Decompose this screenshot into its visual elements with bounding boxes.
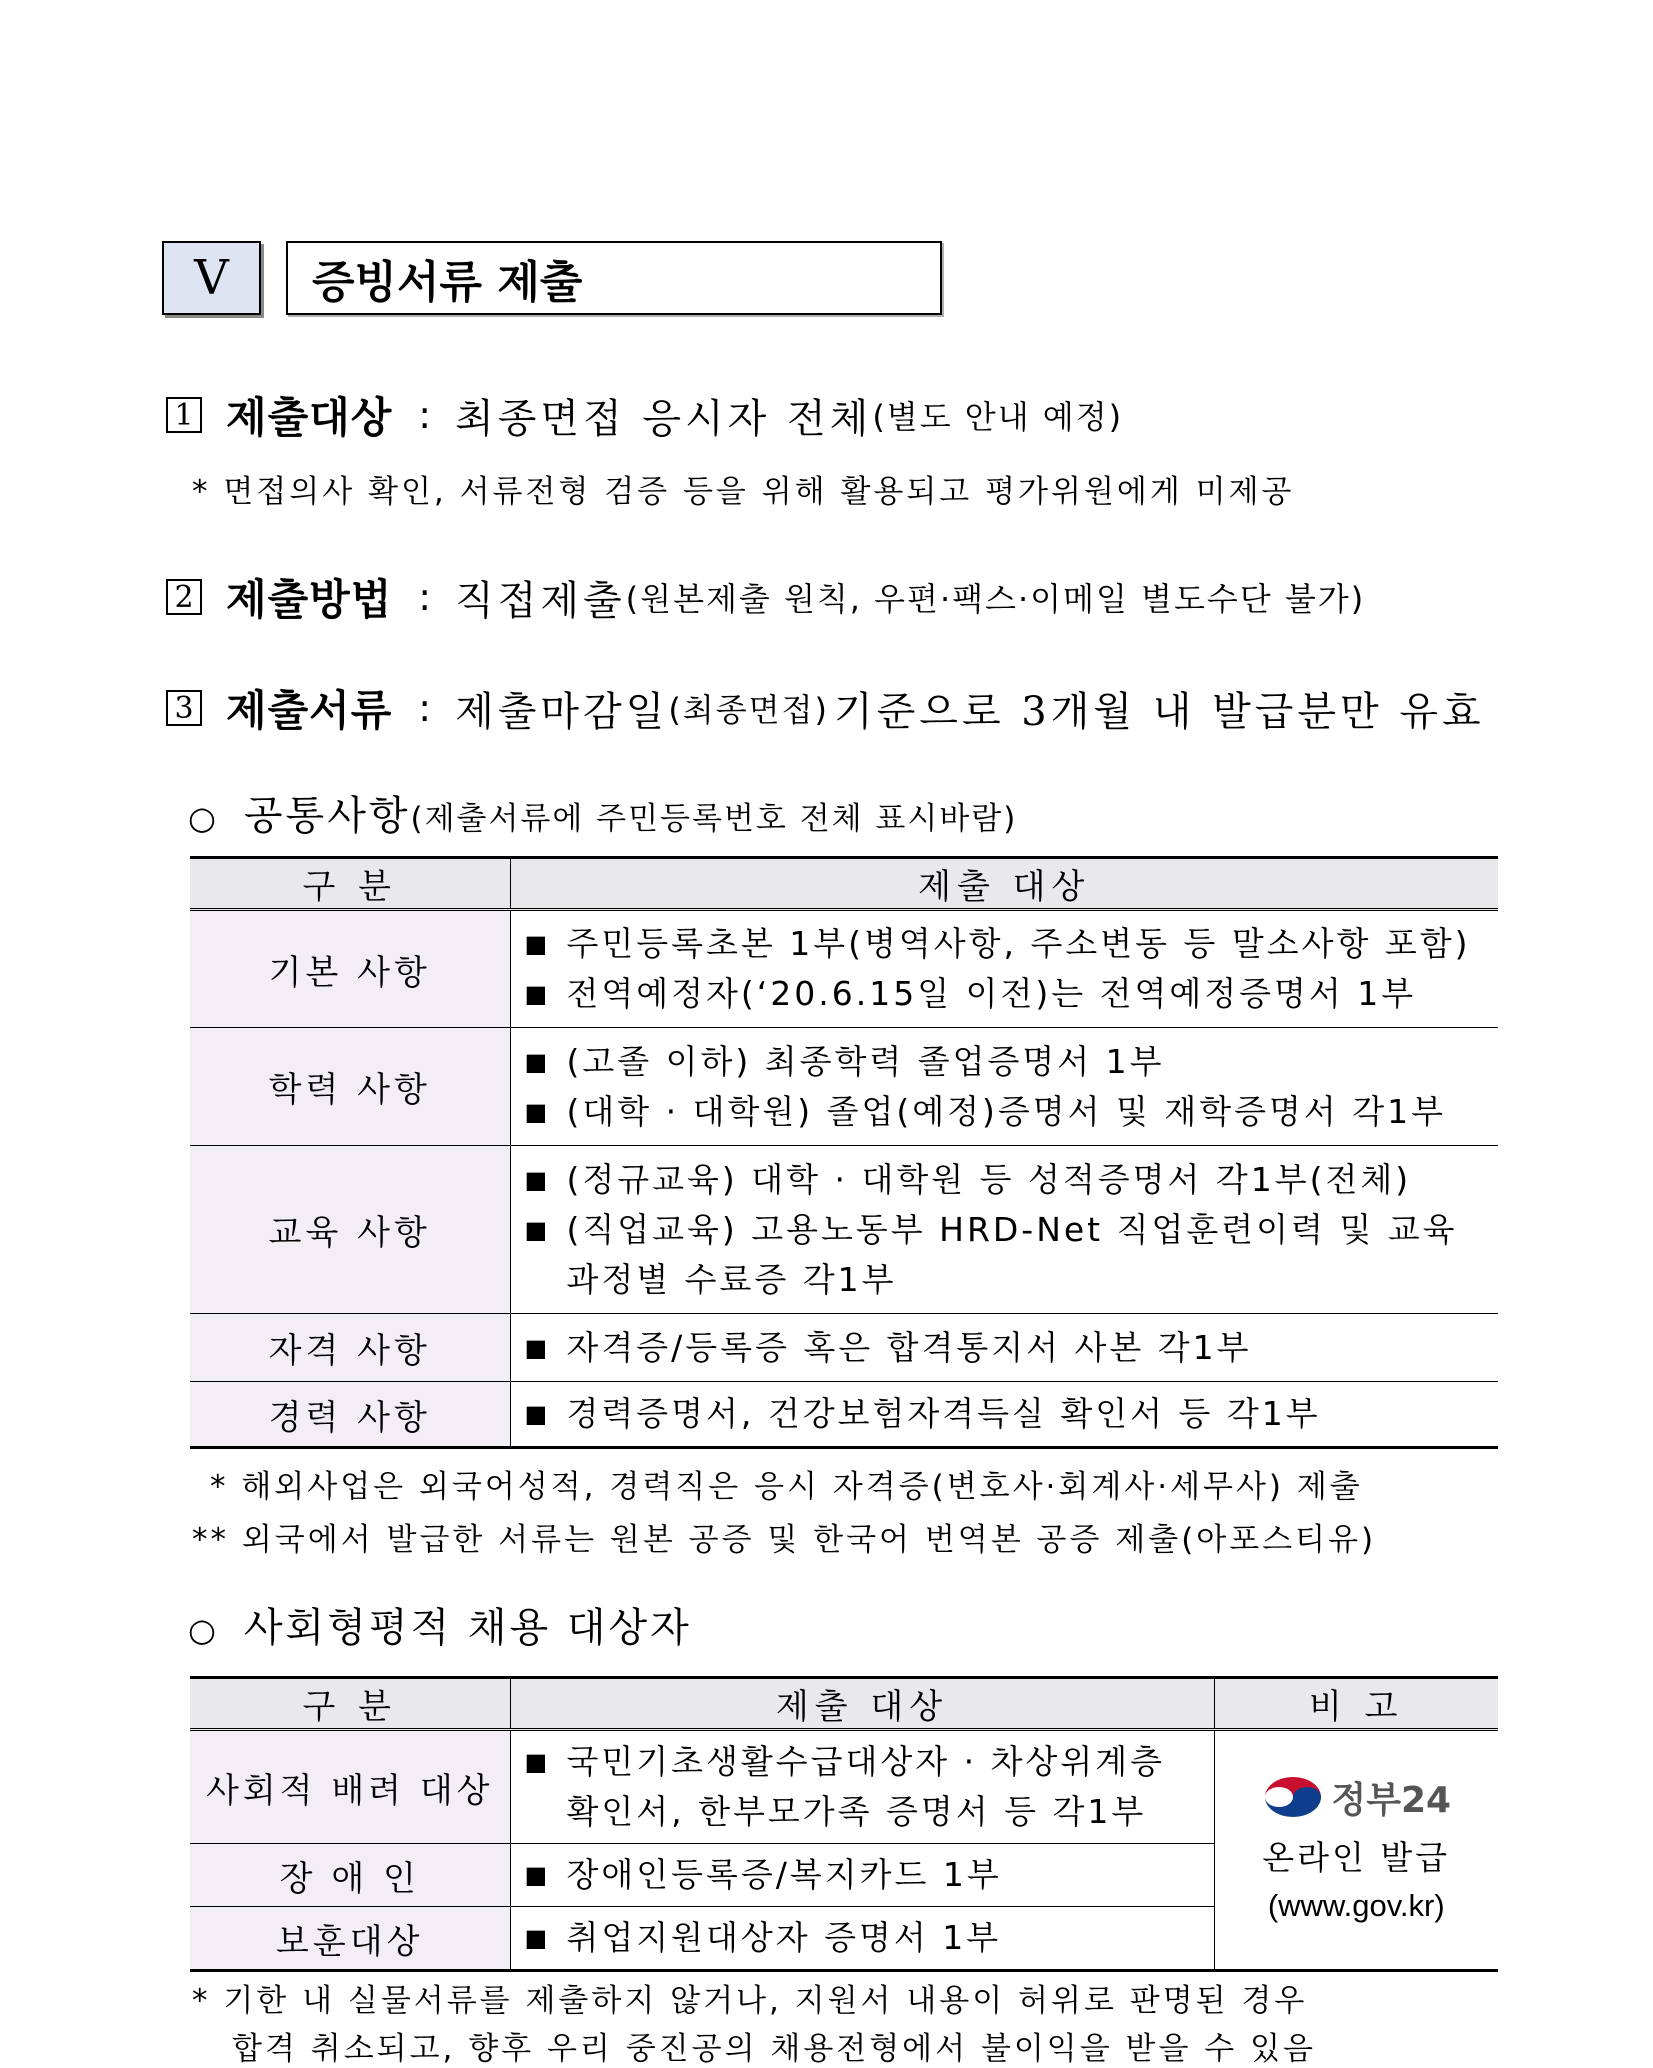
item-desc: 제출마감일 xyxy=(455,688,669,735)
social-heading: ○ 사회형평적 채용 대상자 xyxy=(188,1596,692,1653)
taegeuk-icon xyxy=(1261,1773,1325,1821)
item-small: (원본제출 원칙, 우편·팩스·이메일 별도수단 불가) xyxy=(625,580,1366,618)
table-row: 장 애 인 ■ 장애인등록증/복지카드 1부 xyxy=(190,1844,1498,1907)
item-desc: 직접제출 xyxy=(455,577,626,624)
row-label: 보훈대상 xyxy=(190,1907,510,1971)
section-title: 증빙서류 제출 xyxy=(286,241,942,315)
common-heading: ○ 공통사항 (제출서류에 주민등록번호 전체 표시바람) xyxy=(188,784,1017,841)
row-label: 장 애 인 xyxy=(190,1844,510,1907)
item-submission-method: 2 제출방법 : 직접제출 (원본제출 원칙, 우편·팩스·이메일 별도수단 불가) xyxy=(166,567,1365,627)
list-item-continuation: 과정별 수료증 각1부 xyxy=(566,1259,897,1299)
note-interview: * 면접의사 확인, 서류전형 검증 등을 위해 활용되고 평가위원에게 미제공 xyxy=(192,474,1295,510)
note-overseas: * 해외사업은 외국어성적, 경력직은 응시 자격증(변호사·회계사·세무사) 제출 xyxy=(210,1469,1363,1505)
list-item: (직업교육) 고용노동부 HRD-Net 직업훈련이력 및 교육 xyxy=(566,1209,1458,1249)
row-label: 학력 사항 xyxy=(190,1028,510,1146)
table-header: 구 분 xyxy=(190,1678,510,1730)
table-row: 학력 사항 ■ (고졸 이하) 최종학력 졸업증명서 1부 ■ (대학 · 대학원) 졸업(예정)증명서 및 재학증명서 각1부 xyxy=(190,1028,1498,1146)
row-label: 경력 사항 xyxy=(190,1382,510,1448)
remark-cell xyxy=(1214,1730,1498,1971)
list-item: 주민등록초본 1부(병역사항, 주소변동 등 말소사항 포함) xyxy=(566,924,1471,963)
item-desc: 최종면접 응시자 전체 xyxy=(455,395,873,442)
row-label: 자격 사항 xyxy=(190,1314,510,1382)
row-label: 사회적 배려 대상 xyxy=(190,1730,510,1844)
list-item: (고졸 이하) 최종학력 졸업증명서 1부 xyxy=(566,1041,1165,1081)
item-head: 제출서류 xyxy=(226,686,393,735)
table-row: 경력 사항 ■ 경력증명서, 건강보험자격득실 확인서 등 각1부 xyxy=(190,1382,1498,1448)
item-number: 1 xyxy=(166,397,202,433)
table-row: 사회적 배려 대상 ■ 국민기초생활수급대상자 · 차상위계층 확인서, 한부모가족 증명서 등 각1부 정부24 온라인 발급 (www.gov.kr) xyxy=(190,1730,1498,1844)
table-row: 기본 사항 ■ 주민등록초본 1부(병역사항, 주소변동 등 말소사항 포함) ■ 전역예정자(‘20.6.15일 이전)는 전역예정증명서 1부 xyxy=(190,910,1498,1028)
list-item: 자격증/등록증 혹은 합격통지서 사본 각1부 xyxy=(566,1327,1252,1367)
item-head: 제출방법 xyxy=(226,575,393,624)
table-header: 비 고 xyxy=(1214,1678,1498,1730)
item-number: 3 xyxy=(166,690,202,726)
item-number: 2 xyxy=(166,579,202,615)
row-label: 교육 사항 xyxy=(190,1146,510,1314)
note-foreign-docs: ** 외국에서 발급한 서류는 원본 공증 및 한국어 번역본 공증 제출(아포스티유) xyxy=(192,1522,1377,1558)
note-false-claims-cont: 합격 취소되고, 향후 우리 중진공의 채용전형에서 불이익을 받을 수 있음 xyxy=(232,2031,1316,2067)
remark-line: 온라인 발급 xyxy=(1262,1837,1451,1877)
social-equity-table xyxy=(190,1676,1498,1972)
item-desc-2: 기준으로 3개월 내 발급분만 유효 xyxy=(834,688,1485,735)
common-subtitle: (제출서류에 주민등록번호 전체 표시바람) xyxy=(410,801,1018,837)
table-header: 제출 대상 xyxy=(510,858,1498,910)
note-false-claims: * 기한 내 실물서류를 제출하지 않거나, 지원서 내용이 허위로 판명된 경우 xyxy=(192,1983,1308,2019)
list-item-continuation: 확인서, 한부모가족 증명서 등 각1부 xyxy=(566,1792,1147,1831)
table-header: 구 분 xyxy=(190,858,510,910)
list-item: 전역예정자(‘20.6.15일 이전)는 전역예정증명서 1부 xyxy=(566,974,1417,1013)
common-title: 공통사항 xyxy=(243,793,411,839)
gov24-logo-text: 정부24 xyxy=(1331,1779,1452,1821)
section-number: V xyxy=(162,241,261,315)
table-row: 교육 사항 ■ (정규교육) 대학 · 대학원 등 성적증명서 각1부(전체) ■ (직업교육) 고용노동부 HRD-Net 직업훈련이력 및 교육 과정별 수료증 각1부 xyxy=(190,1146,1498,1314)
list-item: (대학 · 대학원) 졸업(예정)증명서 및 재학증명서 각1부 xyxy=(566,1091,1446,1131)
item-small: (별도 안내 예정) xyxy=(872,398,1124,436)
list-item: 국민기초생활수급대상자 · 차상위계층 xyxy=(566,1742,1166,1781)
list-item: 장애인등록증/복지카드 1부 xyxy=(566,1855,1002,1894)
social-title: 사회형평적 채용 대상자 xyxy=(243,1605,692,1651)
list-item: 취업지원대상자 증명서 1부 xyxy=(566,1918,1002,1957)
item-small: (최종면접) xyxy=(668,691,829,729)
item-head: 제출대상 xyxy=(226,393,393,442)
remark-url: (www.gov.kr) xyxy=(1267,1887,1445,1923)
item-submission-documents: 3 제출서류 : 제출마감일 (최종면접) 기준으로 3개월 내 발급분만 유효 xyxy=(166,678,1485,738)
list-item: (정규교육) 대학 · 대학원 등 성적증명서 각1부(전체) xyxy=(566,1159,1412,1199)
list-item: 경력증명서, 건강보험자격득실 확인서 등 각1부 xyxy=(566,1394,1321,1433)
item-submission-target: 1 제출대상 : 최종면접 응시자 전체 (별도 안내 예정) xyxy=(166,385,1123,445)
table-row: 보훈대상 ■ 취업지원대상자 증명서 1부 xyxy=(190,1907,1498,1971)
table-header: 제출 대상 xyxy=(510,1678,1214,1730)
gov24-logo xyxy=(1215,1772,1499,1823)
common-documents-table xyxy=(190,856,1498,1449)
row-label: 기본 사항 xyxy=(190,910,510,1028)
table-row: 자격 사항 ■ 자격증/등록증 혹은 합격통지서 사본 각1부 xyxy=(190,1314,1498,1382)
